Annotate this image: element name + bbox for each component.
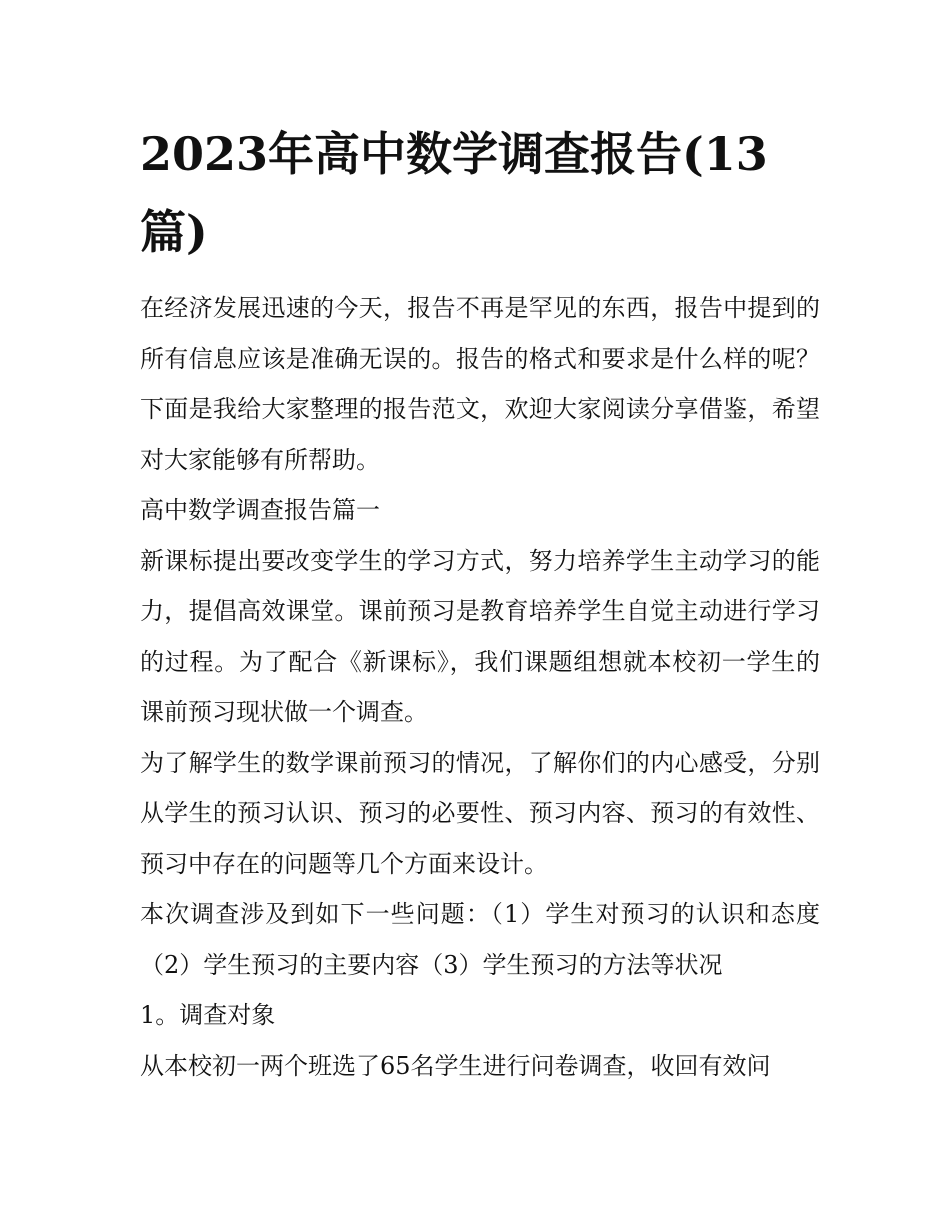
document-body bbox=[140, 115, 820, 1091]
section-heading: 高中数学调查报告篇一 bbox=[140, 496, 380, 524]
body-paragraph: 本次调查涉及到如下一些问题：（1）学生对预习的认识和态度（2）学生预习的主要内容（3）学生预习的方法等状况 bbox=[140, 900, 820, 979]
intro-paragraph: 在经济发展迅速的今天，报告不再是罕见的东西，报告中提到的所有信息应该是准确无误的。报告的格式和要求是什么样的呢？下面是我给大家整理的报告范文，欢迎大家阅读分享借鉴，希望对大家能够有所帮助。 bbox=[140, 294, 820, 474]
document-title: 2023年高中数学调查报告(13篇) bbox=[140, 127, 768, 259]
subsection-heading: 1。调查对象 bbox=[140, 1001, 276, 1029]
body-paragraph: 从本校初一两个班选了65名学生进行问卷调查，收回有效问 bbox=[140, 1051, 771, 1080]
body-paragraph: 为了解学生的数学课前预习的情况，了解你们的内心感受，分别从学生的预习认识、预习的必要性、预习内容、预习的有效性、预习中存在的问题等几个方面来设计。 bbox=[140, 748, 820, 878]
body-paragraph: 新课标提出要改变学生的学习方式，努力培养学生主动学习的能力，提倡高效课堂。课前预习是教育培养学生自觉主动进行学习的过程。为了配合《新课标》，我们课题组想就本校初一学生的课前预习现状做一个调查。 bbox=[140, 546, 820, 726]
